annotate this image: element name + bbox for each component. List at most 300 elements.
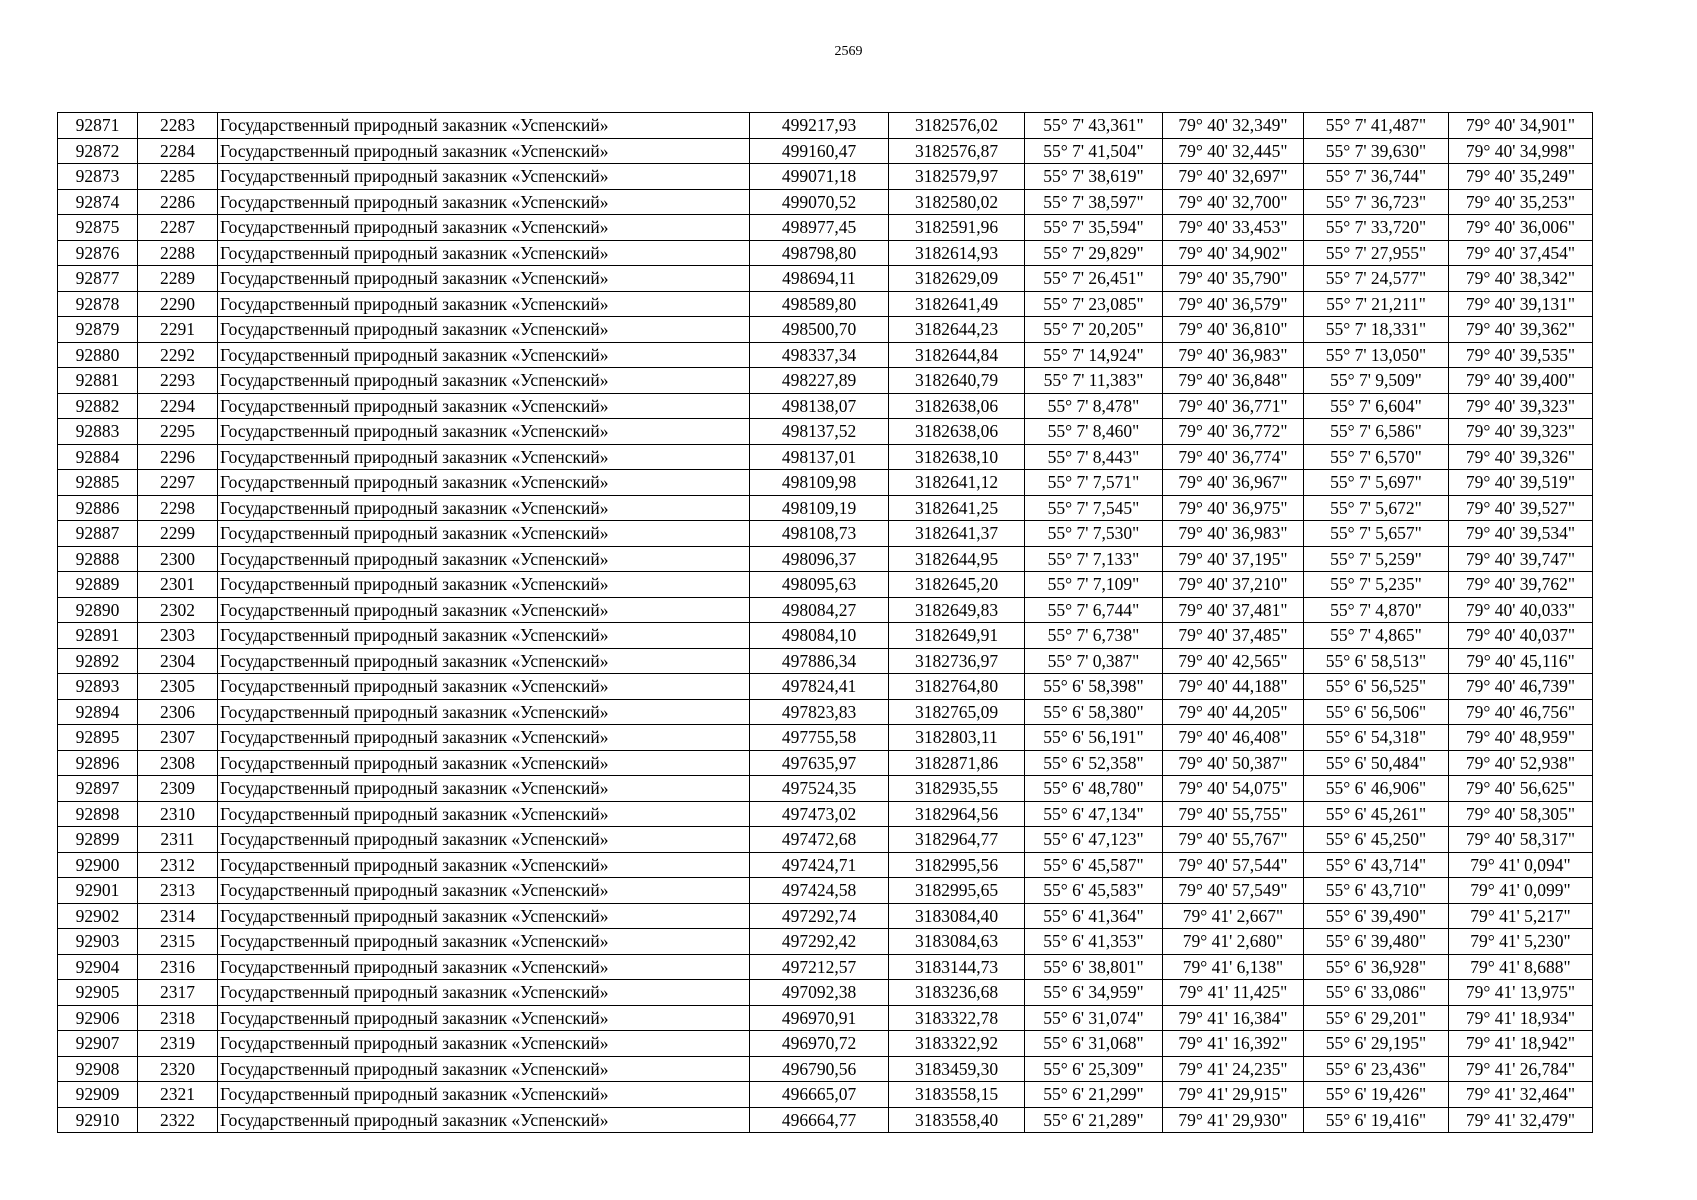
longitude-1-cell: 79° 40' 33,453" [1163,215,1304,241]
y-coordinate-cell: 3182641,25 [889,495,1025,521]
table-row [58,623,1593,649]
name-cell: Государственный природный заказник «Успенский» [218,648,750,674]
longitude-1-cell: 79° 41' 11,425" [1163,980,1304,1006]
table-row [58,903,1593,929]
name-cell: Государственный природный заказник «Успенский» [218,419,750,445]
point-number-cell: 2283 [138,113,218,139]
latitude-2-cell: 55° 6' 39,490" [1304,903,1449,929]
name-cell: Государственный природный заказник «Успенский» [218,240,750,266]
latitude-1-cell: 55° 6' 31,068" [1025,1031,1163,1057]
latitude-1-cell: 55° 6' 34,959" [1025,980,1163,1006]
latitude-1-cell: 55° 7' 8,443" [1025,444,1163,470]
point-number-cell: 2319 [138,1031,218,1057]
latitude-2-cell: 55° 7' 41,487" [1304,113,1449,139]
latitude-1-cell: 55° 7' 7,545" [1025,495,1163,521]
latitude-2-cell: 55° 7' 33,720" [1304,215,1449,241]
table-row [58,827,1593,853]
longitude-2-cell: 79° 40' 39,362" [1449,317,1593,343]
table-row [58,1005,1593,1031]
row-number-cell: 92910 [58,1107,138,1133]
point-number-cell: 2296 [138,444,218,470]
longitude-2-cell: 79° 41' 32,479" [1449,1107,1593,1133]
point-number-cell: 2305 [138,674,218,700]
latitude-2-cell: 55° 6' 58,513" [1304,648,1449,674]
row-number-cell: 92891 [58,623,138,649]
latitude-2-cell: 55° 7' 9,509" [1304,368,1449,394]
name-cell: Государственный природный заказник «Успенский» [218,674,750,700]
latitude-1-cell: 55° 7' 7,571" [1025,470,1163,496]
row-number-cell: 92878 [58,291,138,317]
latitude-1-cell: 55° 6' 45,587" [1025,852,1163,878]
row-number-cell: 92890 [58,597,138,623]
latitude-2-cell: 55° 6' 56,506" [1304,699,1449,725]
table-row [58,189,1593,215]
longitude-2-cell: 79° 41' 8,688" [1449,954,1593,980]
longitude-2-cell: 79° 41' 18,942" [1449,1031,1593,1057]
latitude-2-cell: 55° 6' 56,525" [1304,674,1449,700]
row-number-cell: 92872 [58,138,138,164]
longitude-2-cell: 79° 40' 35,249" [1449,164,1593,190]
latitude-1-cell: 55° 6' 48,780" [1025,776,1163,802]
name-cell: Государственный природный заказник «Успенский» [218,903,750,929]
longitude-2-cell: 79° 40' 46,756" [1449,699,1593,725]
point-number-cell: 2310 [138,801,218,827]
point-number-cell: 2313 [138,878,218,904]
latitude-1-cell: 55° 7' 7,133" [1025,546,1163,572]
longitude-2-cell: 79° 40' 39,762" [1449,572,1593,598]
table-row [58,419,1593,445]
latitude-2-cell: 55° 7' 18,331" [1304,317,1449,343]
name-cell: Государственный природный заказник «Успенский» [218,597,750,623]
latitude-2-cell: 55° 6' 29,201" [1304,1005,1449,1031]
table-row [58,215,1593,241]
latitude-2-cell: 55° 6' 45,250" [1304,827,1449,853]
latitude-1-cell: 55° 7' 8,460" [1025,419,1163,445]
y-coordinate-cell: 3182638,10 [889,444,1025,470]
name-cell: Государственный природный заказник «Успенский» [218,623,750,649]
row-number-cell: 92909 [58,1082,138,1108]
name-cell: Государственный природный заказник «Успенский» [218,393,750,419]
latitude-2-cell: 55° 6' 54,318" [1304,725,1449,751]
name-cell: Государственный природный заказник «Успенский» [218,317,750,343]
x-coordinate-cell: 499071,18 [750,164,889,190]
name-cell: Государственный природный заказник «Успенский» [218,164,750,190]
y-coordinate-cell: 3183322,78 [889,1005,1025,1031]
longitude-1-cell: 79° 40' 36,967" [1163,470,1304,496]
name-cell: Государственный природный заказник «Успенский» [218,699,750,725]
latitude-1-cell: 55° 7' 35,594" [1025,215,1163,241]
longitude-1-cell: 79° 40' 37,210" [1163,572,1304,598]
longitude-2-cell: 79° 40' 39,323" [1449,419,1593,445]
longitude-2-cell: 79° 40' 39,326" [1449,444,1593,470]
latitude-1-cell: 55° 7' 6,738" [1025,623,1163,649]
x-coordinate-cell: 498137,01 [750,444,889,470]
latitude-1-cell: 55° 6' 41,353" [1025,929,1163,955]
row-number-cell: 92871 [58,113,138,139]
longitude-2-cell: 79° 40' 34,998" [1449,138,1593,164]
longitude-2-cell: 79° 40' 38,342" [1449,266,1593,292]
longitude-2-cell: 79° 40' 56,625" [1449,776,1593,802]
table-row [58,444,1593,470]
row-number-cell: 92892 [58,648,138,674]
point-number-cell: 2320 [138,1056,218,1082]
name-cell: Государственный природный заказник «Успенский» [218,495,750,521]
longitude-2-cell: 79° 40' 45,116" [1449,648,1593,674]
table-row [58,266,1593,292]
row-number-cell: 92883 [58,419,138,445]
x-coordinate-cell: 498109,19 [750,495,889,521]
point-number-cell: 2290 [138,291,218,317]
latitude-1-cell: 55° 6' 21,299" [1025,1082,1163,1108]
x-coordinate-cell: 497424,58 [750,878,889,904]
x-coordinate-cell: 497524,35 [750,776,889,802]
table-row [58,1082,1593,1108]
row-number-cell: 92879 [58,317,138,343]
longitude-1-cell: 79° 40' 32,445" [1163,138,1304,164]
x-coordinate-cell: 498500,70 [750,317,889,343]
latitude-2-cell: 55° 6' 23,436" [1304,1056,1449,1082]
name-cell: Государственный природный заказник «Успенский» [218,1082,750,1108]
longitude-1-cell: 79° 41' 16,384" [1163,1005,1304,1031]
row-number-cell: 92889 [58,572,138,598]
table-row [58,495,1593,521]
x-coordinate-cell: 498798,80 [750,240,889,266]
x-coordinate-cell: 498109,98 [750,470,889,496]
longitude-2-cell: 79° 40' 40,033" [1449,597,1593,623]
row-number-cell: 92902 [58,903,138,929]
name-cell: Государственный природный заказник «Успенский» [218,138,750,164]
point-number-cell: 2304 [138,648,218,674]
longitude-1-cell: 79° 40' 57,549" [1163,878,1304,904]
longitude-1-cell: 79° 40' 36,810" [1163,317,1304,343]
latitude-2-cell: 55° 6' 50,484" [1304,750,1449,776]
longitude-1-cell: 79° 40' 44,205" [1163,699,1304,725]
y-coordinate-cell: 3183459,30 [889,1056,1025,1082]
latitude-1-cell: 55° 6' 31,074" [1025,1005,1163,1031]
row-number-cell: 92906 [58,1005,138,1031]
latitude-1-cell: 55° 7' 14,924" [1025,342,1163,368]
x-coordinate-cell: 498095,63 [750,572,889,598]
latitude-1-cell: 55° 7' 7,109" [1025,572,1163,598]
latitude-1-cell: 55° 6' 41,364" [1025,903,1163,929]
x-coordinate-cell: 498084,10 [750,623,889,649]
row-number-cell: 92880 [58,342,138,368]
longitude-1-cell: 79° 40' 37,195" [1163,546,1304,572]
y-coordinate-cell: 3182640,79 [889,368,1025,394]
row-number-cell: 92899 [58,827,138,853]
longitude-1-cell: 79° 41' 16,392" [1163,1031,1304,1057]
row-number-cell: 92881 [58,368,138,394]
longitude-1-cell: 79° 40' 37,485" [1163,623,1304,649]
row-number-cell: 92905 [58,980,138,1006]
name-cell: Государственный природный заказник «Успенский» [218,929,750,955]
table-row [58,597,1593,623]
x-coordinate-cell: 498108,73 [750,521,889,547]
longitude-2-cell: 79° 41' 0,099" [1449,878,1593,904]
x-coordinate-cell: 498084,27 [750,597,889,623]
latitude-2-cell: 55° 6' 43,714" [1304,852,1449,878]
row-number-cell: 92894 [58,699,138,725]
y-coordinate-cell: 3183558,15 [889,1082,1025,1108]
longitude-2-cell: 79° 40' 58,317" [1449,827,1593,853]
x-coordinate-cell: 497424,71 [750,852,889,878]
longitude-2-cell: 79° 40' 39,400" [1449,368,1593,394]
name-cell: Государственный природный заказник «Успенский» [218,266,750,292]
longitude-1-cell: 79° 41' 2,667" [1163,903,1304,929]
longitude-2-cell: 79° 41' 13,975" [1449,980,1593,1006]
point-number-cell: 2318 [138,1005,218,1031]
latitude-1-cell: 55° 6' 38,801" [1025,954,1163,980]
table-row [58,980,1593,1006]
point-number-cell: 2303 [138,623,218,649]
latitude-1-cell: 55° 6' 21,289" [1025,1107,1163,1133]
y-coordinate-cell: 3182614,93 [889,240,1025,266]
point-number-cell: 2307 [138,725,218,751]
x-coordinate-cell: 498589,80 [750,291,889,317]
y-coordinate-cell: 3182964,77 [889,827,1025,853]
row-number-cell: 92907 [58,1031,138,1057]
longitude-1-cell: 79° 40' 36,579" [1163,291,1304,317]
x-coordinate-cell: 496665,07 [750,1082,889,1108]
x-coordinate-cell: 498977,45 [750,215,889,241]
longitude-1-cell: 79° 41' 29,915" [1163,1082,1304,1108]
latitude-2-cell: 55° 6' 19,416" [1304,1107,1449,1133]
longitude-2-cell: 79° 40' 39,323" [1449,393,1593,419]
y-coordinate-cell: 3182803,11 [889,725,1025,751]
longitude-1-cell: 79° 40' 42,565" [1163,648,1304,674]
latitude-1-cell: 55° 6' 52,358" [1025,750,1163,776]
latitude-2-cell: 55° 7' 5,259" [1304,546,1449,572]
y-coordinate-cell: 3182579,97 [889,164,1025,190]
row-number-cell: 92897 [58,776,138,802]
row-number-cell: 92893 [58,674,138,700]
point-number-cell: 2300 [138,546,218,572]
longitude-1-cell: 79° 40' 34,902" [1163,240,1304,266]
x-coordinate-cell: 497292,74 [750,903,889,929]
y-coordinate-cell: 3182736,97 [889,648,1025,674]
row-number-cell: 92877 [58,266,138,292]
y-coordinate-cell: 3182580,02 [889,189,1025,215]
row-number-cell: 92876 [58,240,138,266]
table-row [58,317,1593,343]
x-coordinate-cell: 498694,11 [750,266,889,292]
name-cell: Государственный природный заказник «Успенский» [218,572,750,598]
y-coordinate-cell: 3182871,86 [889,750,1025,776]
row-number-cell: 92908 [58,1056,138,1082]
point-number-cell: 2285 [138,164,218,190]
longitude-1-cell: 79° 41' 24,235" [1163,1056,1304,1082]
x-coordinate-cell: 497292,42 [750,929,889,955]
point-number-cell: 2298 [138,495,218,521]
name-cell: Государственный природный заказник «Успенский» [218,546,750,572]
table-row [58,852,1593,878]
table-row [58,750,1593,776]
longitude-1-cell: 79° 41' 29,930" [1163,1107,1304,1133]
x-coordinate-cell: 497886,34 [750,648,889,674]
name-cell: Государственный природный заказник «Успенский» [218,1107,750,1133]
y-coordinate-cell: 3182995,65 [889,878,1025,904]
latitude-2-cell: 55° 7' 24,577" [1304,266,1449,292]
y-coordinate-cell: 3182641,12 [889,470,1025,496]
name-cell: Государственный природный заказник «Успенский» [218,113,750,139]
table-row [58,699,1593,725]
row-number-cell: 92885 [58,470,138,496]
name-cell: Государственный природный заказник «Успенский» [218,521,750,547]
row-number-cell: 92896 [58,750,138,776]
point-number-cell: 2316 [138,954,218,980]
latitude-1-cell: 55° 7' 38,597" [1025,189,1163,215]
name-cell: Государственный природный заказник «Успенский» [218,776,750,802]
point-number-cell: 2289 [138,266,218,292]
longitude-2-cell: 79° 40' 58,305" [1449,801,1593,827]
name-cell: Государственный природный заказник «Успенский» [218,1031,750,1057]
y-coordinate-cell: 3182644,84 [889,342,1025,368]
latitude-2-cell: 55° 7' 6,586" [1304,419,1449,445]
point-number-cell: 2308 [138,750,218,776]
y-coordinate-cell: 3182764,80 [889,674,1025,700]
y-coordinate-cell: 3182638,06 [889,419,1025,445]
name-cell: Государственный природный заказник «Успенский» [218,342,750,368]
y-coordinate-cell: 3183084,63 [889,929,1025,955]
longitude-2-cell: 79° 40' 35,253" [1449,189,1593,215]
point-number-cell: 2301 [138,572,218,598]
latitude-1-cell: 55° 6' 58,398" [1025,674,1163,700]
table-row [58,725,1593,751]
y-coordinate-cell: 3182964,56 [889,801,1025,827]
latitude-1-cell: 55° 6' 56,191" [1025,725,1163,751]
point-number-cell: 2311 [138,827,218,853]
table-row [58,776,1593,802]
longitude-2-cell: 79° 41' 32,464" [1449,1082,1593,1108]
x-coordinate-cell: 496790,56 [750,1056,889,1082]
latitude-2-cell: 55° 6' 36,928" [1304,954,1449,980]
latitude-2-cell: 55° 6' 29,195" [1304,1031,1449,1057]
row-number-cell: 92898 [58,801,138,827]
table-row [58,1056,1593,1082]
point-number-cell: 2302 [138,597,218,623]
point-number-cell: 2292 [138,342,218,368]
x-coordinate-cell: 496970,72 [750,1031,889,1057]
table-row [58,342,1593,368]
y-coordinate-cell: 3182649,91 [889,623,1025,649]
name-cell: Государственный природный заказник «Успенский» [218,1056,750,1082]
name-cell: Государственный природный заказник «Успенский» [218,189,750,215]
row-number-cell: 92882 [58,393,138,419]
y-coordinate-cell: 3182645,20 [889,572,1025,598]
point-number-cell: 2293 [138,368,218,394]
latitude-1-cell: 55° 7' 7,530" [1025,521,1163,547]
table-row [58,1031,1593,1057]
x-coordinate-cell: 499217,93 [750,113,889,139]
table-row [58,240,1593,266]
latitude-2-cell: 55° 6' 43,710" [1304,878,1449,904]
x-coordinate-cell: 497823,83 [750,699,889,725]
longitude-1-cell: 79° 40' 55,767" [1163,827,1304,853]
table-row [58,674,1593,700]
latitude-2-cell: 55° 7' 5,235" [1304,572,1449,598]
point-number-cell: 2288 [138,240,218,266]
table-row [58,521,1593,547]
latitude-2-cell: 55° 7' 5,697" [1304,470,1449,496]
point-number-cell: 2287 [138,215,218,241]
longitude-1-cell: 79° 40' 50,387" [1163,750,1304,776]
latitude-2-cell: 55° 6' 46,906" [1304,776,1449,802]
table-row [58,138,1593,164]
point-number-cell: 2312 [138,852,218,878]
latitude-1-cell: 55° 7' 8,478" [1025,393,1163,419]
longitude-2-cell: 79° 40' 39,535" [1449,342,1593,368]
x-coordinate-cell: 498337,34 [750,342,889,368]
longitude-1-cell: 79° 40' 36,983" [1163,342,1304,368]
y-coordinate-cell: 3182641,49 [889,291,1025,317]
name-cell: Государственный природный заказник «Успенский» [218,368,750,394]
y-coordinate-cell: 3182576,02 [889,113,1025,139]
longitude-1-cell: 79° 40' 36,983" [1163,521,1304,547]
longitude-2-cell: 79° 40' 46,739" [1449,674,1593,700]
longitude-1-cell: 79° 40' 36,771" [1163,393,1304,419]
point-number-cell: 2309 [138,776,218,802]
point-number-cell: 2284 [138,138,218,164]
latitude-1-cell: 55° 6' 47,134" [1025,801,1163,827]
table-row [58,1107,1593,1133]
row-number-cell: 92873 [58,164,138,190]
coordinates-table [57,112,1593,1133]
latitude-2-cell: 55° 7' 6,570" [1304,444,1449,470]
latitude-2-cell: 55° 7' 5,672" [1304,495,1449,521]
longitude-2-cell: 79° 40' 36,006" [1449,215,1593,241]
longitude-1-cell: 79° 40' 36,975" [1163,495,1304,521]
name-cell: Государственный природный заказник «Успенский» [218,725,750,751]
longitude-2-cell: 79° 40' 39,519" [1449,470,1593,496]
table-row [58,546,1593,572]
name-cell: Государственный природный заказник «Успенский» [218,470,750,496]
row-number-cell: 92901 [58,878,138,904]
table-row [58,954,1593,980]
name-cell: Государственный природный заказник «Успенский» [218,801,750,827]
y-coordinate-cell: 3182935,55 [889,776,1025,802]
longitude-1-cell: 79° 40' 32,697" [1163,164,1304,190]
longitude-2-cell: 79° 40' 34,901" [1449,113,1593,139]
longitude-1-cell: 79° 40' 36,774" [1163,444,1304,470]
x-coordinate-cell: 497635,97 [750,750,889,776]
name-cell: Государственный природный заказник «Успенский» [218,852,750,878]
x-coordinate-cell: 497472,68 [750,827,889,853]
latitude-2-cell: 55° 6' 39,480" [1304,929,1449,955]
longitude-1-cell: 79° 40' 32,700" [1163,189,1304,215]
latitude-2-cell: 55° 7' 27,955" [1304,240,1449,266]
latitude-1-cell: 55° 6' 58,380" [1025,699,1163,725]
y-coordinate-cell: 3182576,87 [889,138,1025,164]
name-cell: Государственный природный заказник «Успенский» [218,980,750,1006]
table-row [58,648,1593,674]
x-coordinate-cell: 498137,52 [750,419,889,445]
latitude-1-cell: 55° 7' 6,744" [1025,597,1163,623]
x-coordinate-cell: 497092,38 [750,980,889,1006]
latitude-2-cell: 55° 6' 45,261" [1304,801,1449,827]
table-row [58,470,1593,496]
y-coordinate-cell: 3182995,56 [889,852,1025,878]
longitude-2-cell: 79° 41' 5,217" [1449,903,1593,929]
y-coordinate-cell: 3183558,40 [889,1107,1025,1133]
longitude-2-cell: 79° 40' 39,534" [1449,521,1593,547]
y-coordinate-cell: 3182649,83 [889,597,1025,623]
x-coordinate-cell: 499070,52 [750,189,889,215]
row-number-cell: 92900 [58,852,138,878]
longitude-1-cell: 79° 40' 32,349" [1163,113,1304,139]
latitude-1-cell: 55° 7' 38,619" [1025,164,1163,190]
x-coordinate-cell: 499160,47 [750,138,889,164]
latitude-2-cell: 55° 7' 5,657" [1304,521,1449,547]
